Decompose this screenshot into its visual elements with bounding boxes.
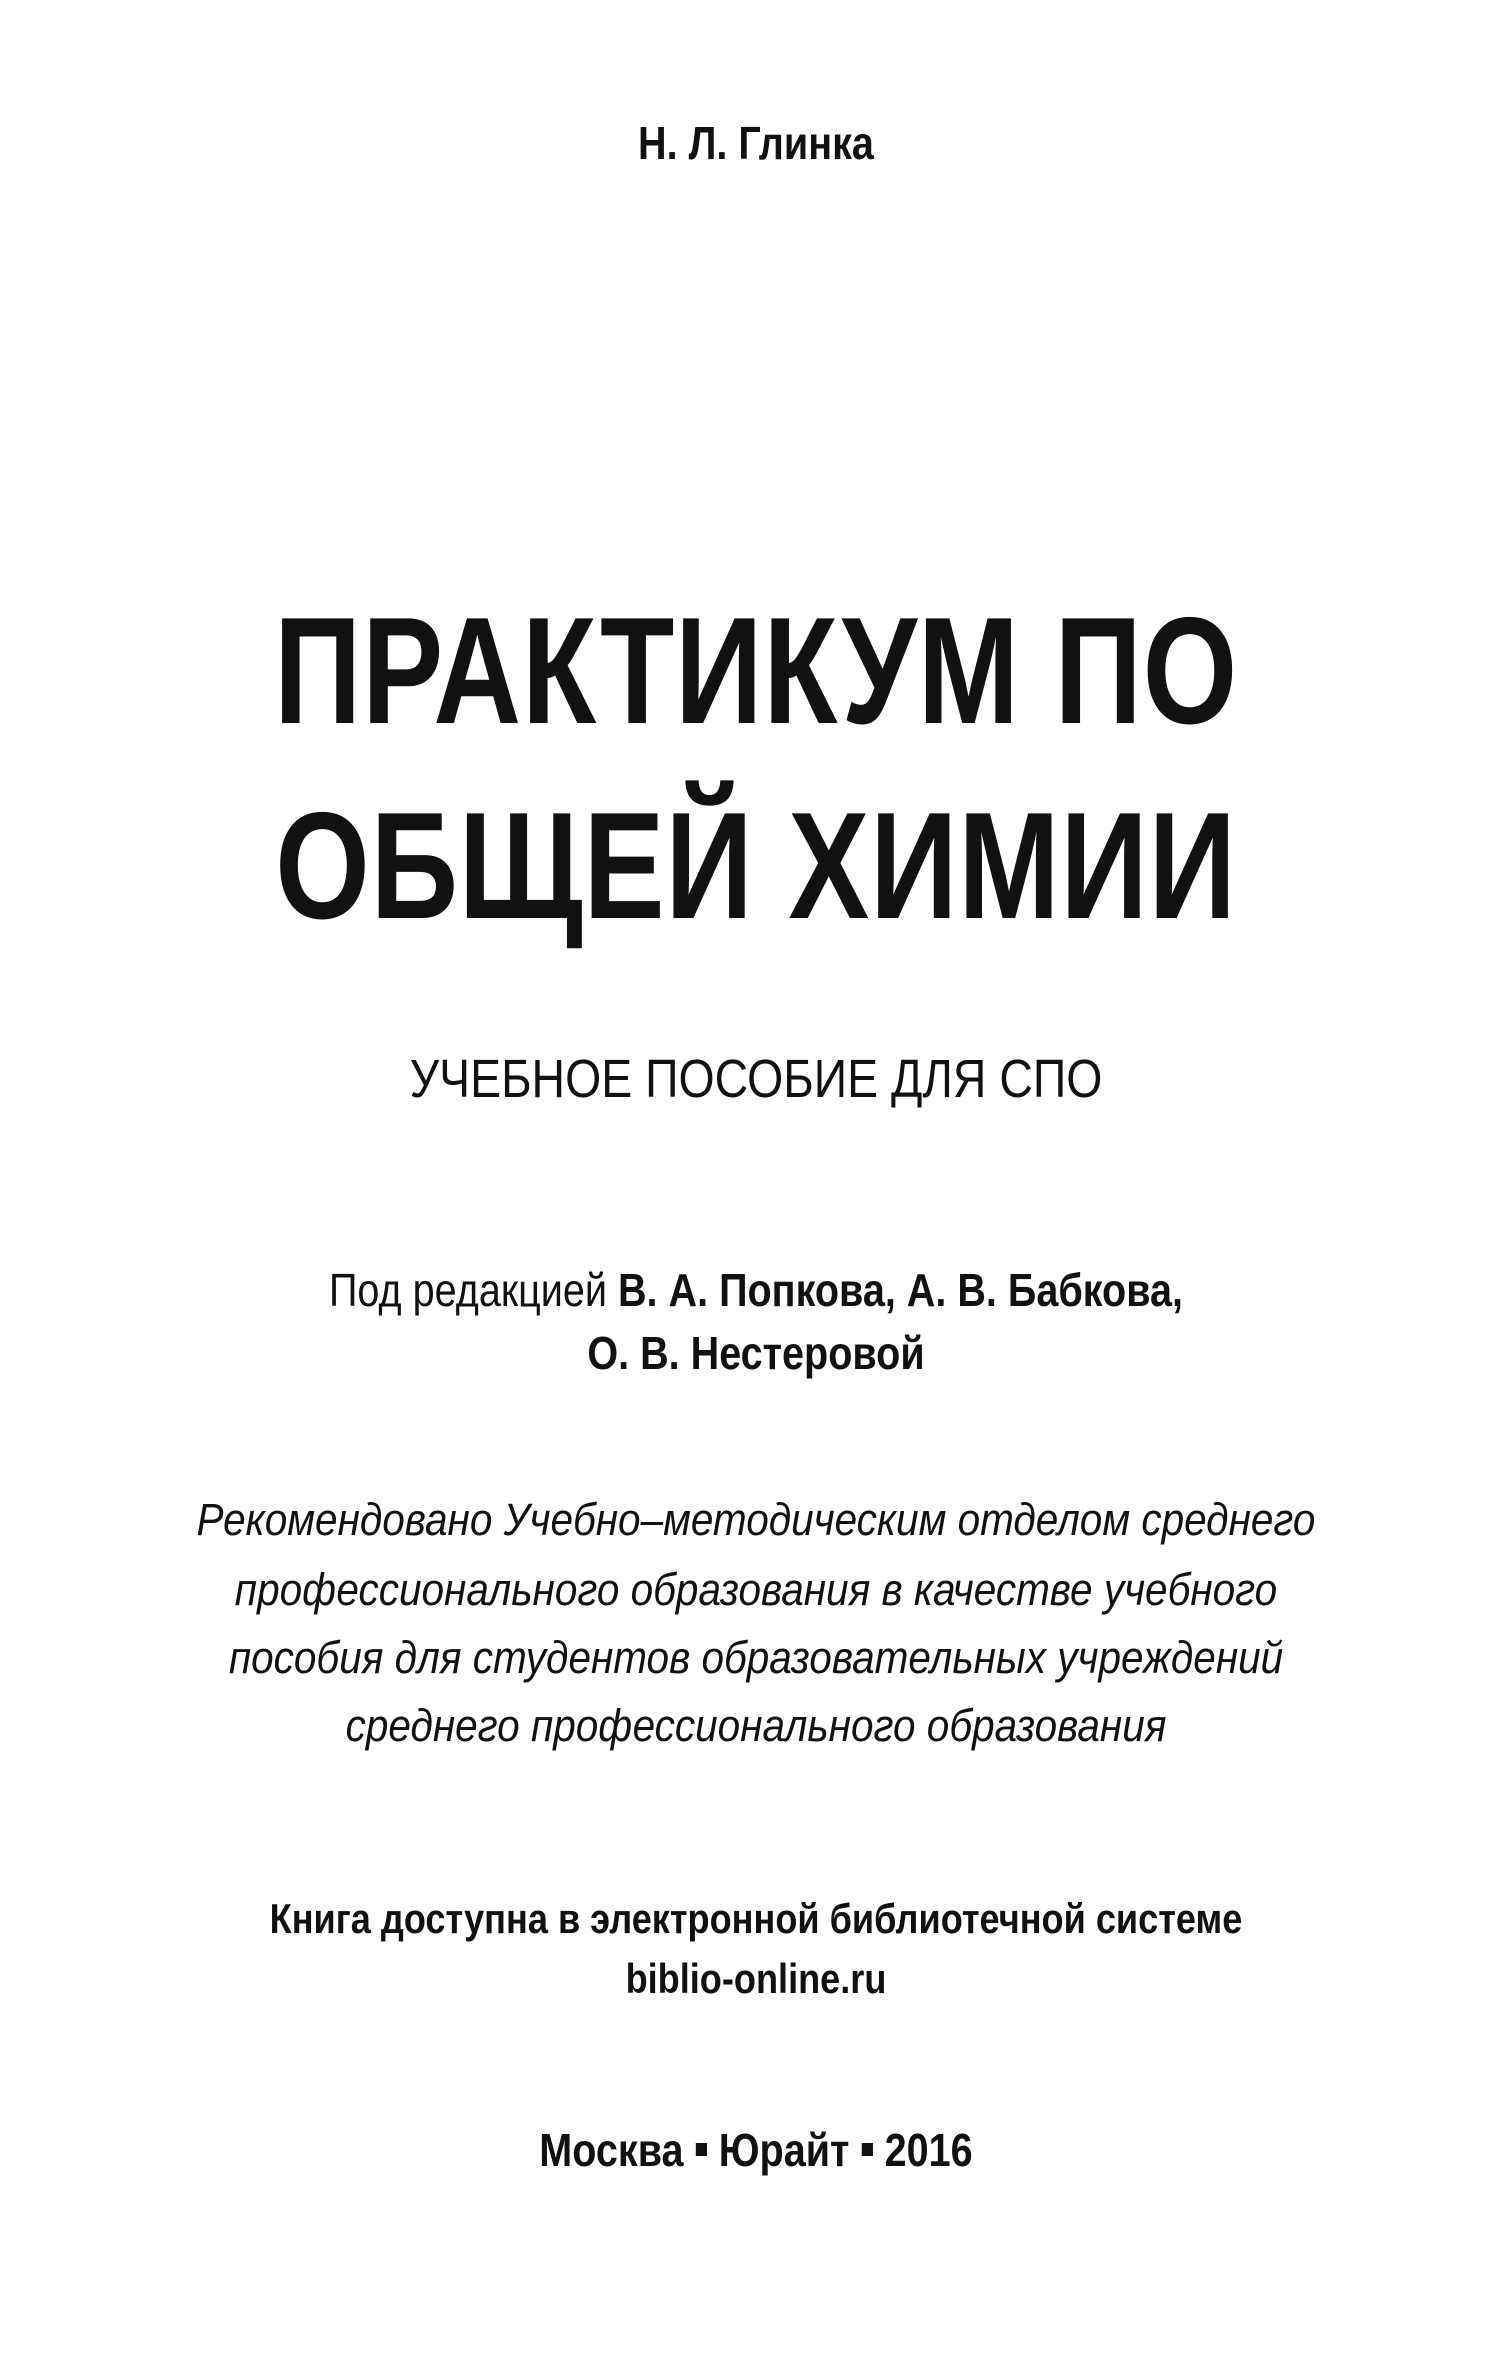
editors-prefix: Под редакцией bbox=[328, 1264, 618, 1316]
book-title-line-2: ОБЩЕЙ ХИМИИ bbox=[275, 781, 1237, 951]
editors-line-1 bbox=[106, 1263, 1406, 1317]
recommendation-line-2: профессионального образования в качестве учебного bbox=[234, 1564, 1278, 1615]
imprint-city: Москва bbox=[539, 2124, 684, 2176]
author-name: Н. Л. Глинка bbox=[638, 117, 874, 169]
book-subtitle: УЧЕБНОЕ ПОСОБИЕ ДЛЯ СПО bbox=[409, 1049, 1103, 1109]
recommendation-line-4: среднего профессионального образования bbox=[345, 1700, 1167, 1751]
availability-note: Книга доступна в электронной библиотечной системе bbox=[269, 1895, 1243, 1942]
recommendation-line-1: Рекомендовано Учебно–методическим отделом среднего bbox=[196, 1494, 1316, 1545]
recommendation-line-3: пособия для студентов образовательных учреждений bbox=[228, 1632, 1284, 1683]
imprint bbox=[106, 2123, 1406, 2177]
library-url: biblio-online.ru bbox=[625, 1955, 887, 2002]
square-bullet-icon bbox=[861, 2143, 872, 2156]
editors-names-1: В. А. Попкова, А. В. Бабкова, bbox=[617, 1264, 1184, 1316]
book-title-line-1: ПРАКТИКУМ ПО bbox=[273, 586, 1239, 756]
editors-names-2: О. В. Нестеровой bbox=[587, 1327, 925, 1379]
editors-line-2 bbox=[106, 1326, 1406, 1380]
square-bullet-icon bbox=[696, 2143, 707, 2156]
imprint-year: 2016 bbox=[884, 2124, 973, 2176]
imprint-publisher: Юрайт bbox=[718, 2124, 850, 2176]
